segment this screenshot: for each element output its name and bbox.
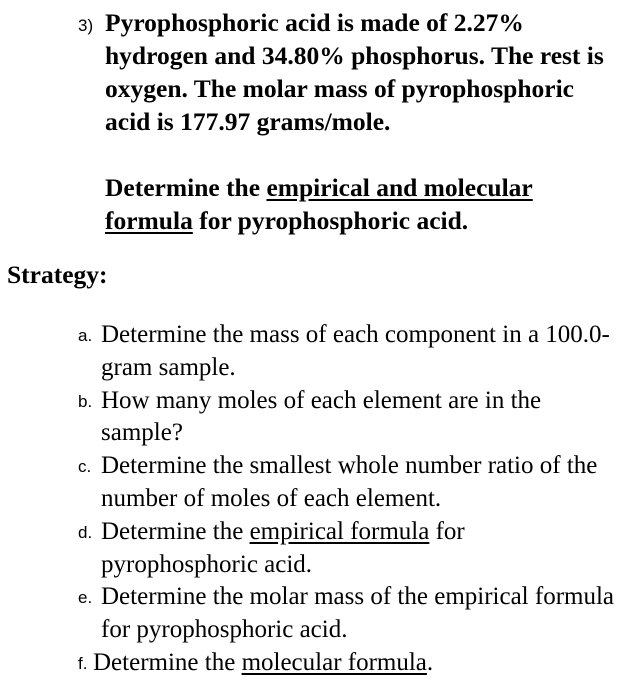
step-text: How many moles of each element are in the sample? [101, 386, 542, 447]
step-text: Determine the mass of each component in a 100.0-gram sample. [101, 321, 610, 381]
step-letter: c. [78, 457, 92, 477]
strategy-step-e [78, 581, 623, 647]
strategy-step-a [78, 319, 623, 385]
task-prefix: Determine the [105, 173, 267, 202]
step-text-prefix: Determine the [101, 517, 250, 545]
step-text-suffix: for pyrophosphoric acid. [101, 517, 465, 578]
problem-block [78, 6, 623, 237]
step-letter: b. [78, 391, 93, 411]
strategy-step-b [78, 385, 623, 451]
step-text: Determine the molar mass of the empirical formula for pyrophosphoric acid. [101, 583, 615, 644]
strategy-step-f [78, 647, 623, 680]
strategy-step-d [78, 516, 623, 582]
task-suffix: for pyrophosphoric acid. [192, 206, 469, 235]
step-letter: d. [78, 522, 93, 542]
step-letter: a. [78, 326, 93, 345]
task-underlined-empirical-molecular: empirical and molecular [266, 173, 533, 202]
problem-task [105, 171, 623, 237]
step-text-underlined: molecular formula [241, 648, 427, 676]
problem-number: 3) [78, 16, 94, 35]
step-letter: e. [78, 588, 93, 608]
step-letter: f. [78, 653, 88, 673]
strategy-heading: Strategy: [7, 260, 108, 289]
step-text-suffix: . [426, 648, 434, 676]
step-text-underlined: empirical formula [249, 517, 430, 545]
step-text: Determine the smallest whole number ratio of the number of moles of each element. [101, 452, 598, 512]
strategy-steps-list [78, 319, 623, 680]
strategy-step-c [78, 450, 623, 516]
task-underlined-formula: formula [105, 206, 193, 235]
step-text-prefix: Determine the [93, 648, 242, 676]
problem-statement: Pyrophosphoric acid is made of 2.27% hydrogen and 34.80% phosphorus. The rest is oxygen. The molar mass of pyrophosphoric acid is 177.97 grams/mole. [105, 8, 604, 136]
